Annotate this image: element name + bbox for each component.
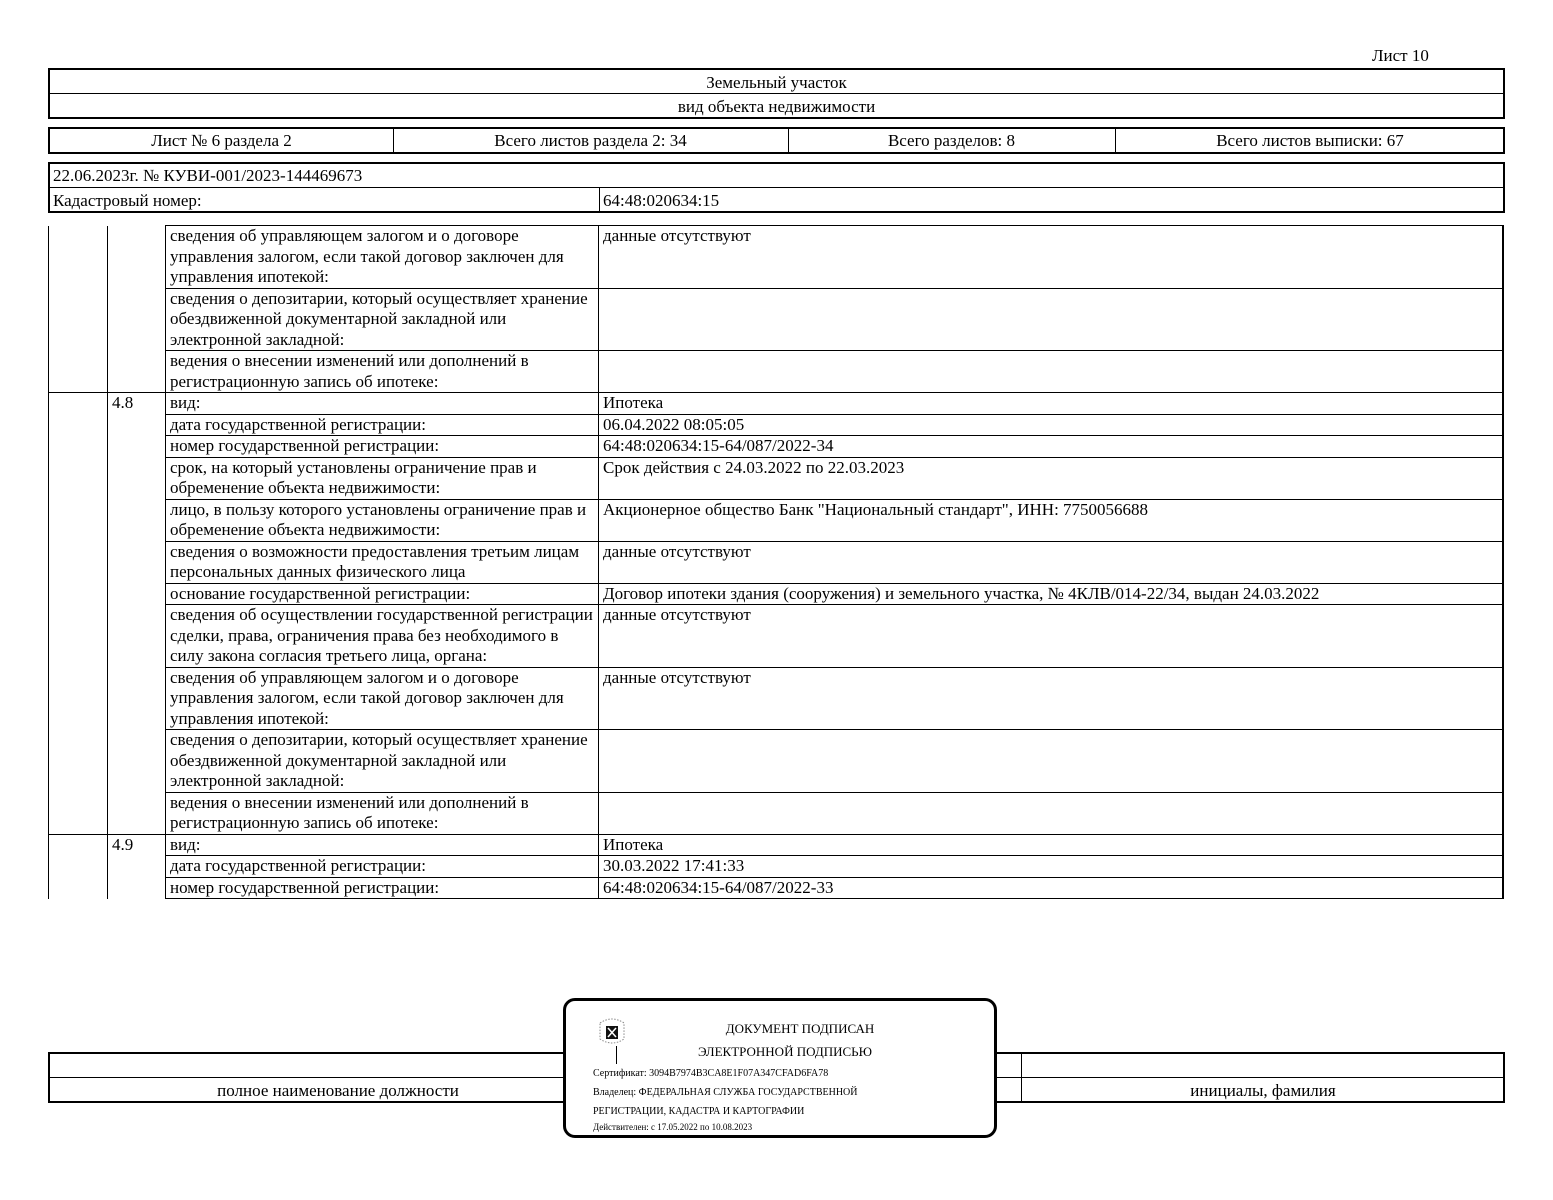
- row-label: номер государственной регистрации:: [166, 877, 599, 899]
- stamp-owner-line2: РЕГИСТРАЦИИ, КАДАСТРА И КАРТОГРАФИИ: [593, 1106, 805, 1117]
- row-number: [108, 499, 166, 541]
- total-extract-sheets: Всего листов выписки: 67: [1216, 131, 1404, 150]
- row-value: 06.04.2022 08:05:05: [599, 414, 1504, 436]
- row-label: сведения о депозитарии, который осуществляет хранение обездвиженной документарной закладной или электронной закладной:: [166, 288, 599, 351]
- total-sections: Всего разделов: 8: [887, 131, 1016, 150]
- row-spacer: [49, 288, 108, 351]
- row-value: 30.03.2022 17:41:33: [599, 856, 1504, 878]
- table-row: [49, 414, 1504, 436]
- row-spacer: [49, 792, 108, 834]
- table-row: [49, 457, 1504, 499]
- cadastral-label: Кадастровый номер:: [53, 191, 202, 210]
- doc-ref-block: [48, 162, 1505, 213]
- object-type: Земельный участок: [706, 73, 847, 92]
- table-row: [49, 226, 1504, 289]
- row-spacer: [49, 856, 108, 878]
- table-row: [49, 541, 1504, 583]
- row-number: 4.9: [108, 834, 166, 856]
- row-number: [108, 226, 166, 289]
- doc-reference: 22.06.2023г. № КУВИ-001/2023-144469673: [53, 166, 363, 185]
- row-value: Срок действия с 24.03.2022 по 22.03.2023: [599, 457, 1504, 499]
- table-row: [49, 730, 1504, 793]
- object-type-caption: вид объекта недвижимости: [677, 97, 876, 116]
- row-value: [599, 351, 1504, 393]
- row-spacer: [49, 730, 108, 793]
- table-row: [49, 877, 1504, 899]
- table-row: [49, 667, 1504, 730]
- row-label: основание государственной регистрации:: [166, 583, 599, 605]
- row-label: вид:: [166, 393, 599, 415]
- row-label: срок, на который установлены ограничение прав и обременение объекта недвижимости:: [166, 457, 599, 499]
- row-value: 64:48:020634:15-64/087/2022-34: [599, 436, 1504, 458]
- row-number: [108, 414, 166, 436]
- row-spacer: [49, 605, 108, 668]
- row-label: сведения о возможности предоставления третьим лицам персональных данных физического лица: [166, 541, 599, 583]
- table-row: [49, 436, 1504, 458]
- e-signature-stamp: [563, 998, 997, 1138]
- row-value: 64:48:020634:15-64/087/2022-33: [599, 877, 1504, 899]
- table-row: [49, 834, 1504, 856]
- row-label: ведения о внесении изменений или дополнений в регистрационную запись об ипотеке:: [166, 792, 599, 834]
- row-label: ведения о внесении изменений или дополнений в регистрационную запись об ипотеке:: [166, 351, 599, 393]
- row-label: дата государственной регистрации:: [166, 414, 599, 436]
- object-type-header: [48, 68, 1505, 119]
- row-label: лицо, в пользу которого установлены ограничение прав и обременение объекта недвижимости:: [166, 499, 599, 541]
- table-row: [49, 351, 1504, 393]
- row-spacer: [49, 667, 108, 730]
- row-value: [599, 730, 1504, 793]
- row-spacer: [49, 877, 108, 899]
- row-label: вид:: [166, 834, 599, 856]
- row-number: [108, 856, 166, 878]
- row-number: [108, 605, 166, 668]
- row-value: данные отсутствуют: [599, 541, 1504, 583]
- row-spacer: [49, 414, 108, 436]
- row-spacer: [49, 393, 108, 415]
- row-number: 4.8: [108, 393, 166, 415]
- encumbrance-table: [48, 225, 1504, 899]
- stamp-line1: ДОКУМЕНТ ПОДПИСАН: [725, 1021, 875, 1036]
- row-spacer: [49, 541, 108, 583]
- name-caption: инициалы, фамилия: [1190, 1081, 1336, 1100]
- row-label: сведения о депозитарии, который осуществляет хранение обездвиженной документарной закладной или электронной закладной:: [166, 730, 599, 793]
- table-row: [49, 605, 1504, 668]
- row-spacer: [49, 583, 108, 605]
- position-caption: полное наименование должности: [217, 1081, 459, 1100]
- row-value: Договор ипотеки здания (сооружения) и земельного участка, № 4КЛВ/014-22/34, выдан 24.03.2022: [599, 583, 1504, 605]
- row-spacer: [49, 351, 108, 393]
- cadastral-number: 64:48:020634:15: [603, 191, 720, 210]
- row-number: [108, 288, 166, 351]
- row-spacer: [49, 457, 108, 499]
- row-value: данные отсутствуют: [599, 226, 1504, 289]
- stamp-certificate: Сертификат: 3094B7974B3CA8E1F07A347CFAD6FA78: [593, 1068, 829, 1079]
- row-label: номер государственной регистрации:: [166, 436, 599, 458]
- table-row: [49, 856, 1504, 878]
- table-row: [49, 393, 1504, 415]
- row-spacer: [49, 436, 108, 458]
- row-value: Ипотека: [599, 834, 1504, 856]
- table-row: [49, 583, 1504, 605]
- row-value: данные отсутствуют: [599, 605, 1504, 668]
- stamp-line2: ЭЛЕКТРОННОЙ ПОДПИСЬЮ: [698, 1044, 872, 1059]
- row-number: [108, 730, 166, 793]
- row-label: сведения об управляющем залогом и о договоре управления залогом, если такой договор заключен для управления ипотекой:: [166, 226, 599, 289]
- row-number: [108, 457, 166, 499]
- row-label: дата государственной регистрации:: [166, 856, 599, 878]
- info-bar: [48, 127, 1505, 154]
- row-label: сведения об осуществлении государственной регистрации сделки, права, ограничения права без необходимого в силу закона согласия третьего лица, органа:: [166, 605, 599, 668]
- stamp-owner-line1: Владелец: ФЕДЕРАЛЬНАЯ СЛУЖБА ГОСУДАРСТВЕННОЙ: [593, 1087, 858, 1098]
- row-value: Акционерное общество Банк "Национальный стандарт", ИНН: 7750056688: [599, 499, 1504, 541]
- row-label: сведения об управляющем залогом и о договоре управления залогом, если такой договор заключен для управления ипотекой:: [166, 667, 599, 730]
- total-section-sheets: Всего листов раздела 2: 34: [494, 131, 687, 150]
- row-number: [108, 541, 166, 583]
- table-row: [49, 499, 1504, 541]
- row-number: [108, 351, 166, 393]
- row-value: [599, 288, 1504, 351]
- stamp-valid: Действителен: с 17.05.2022 по 10.08.2023: [593, 1122, 753, 1132]
- row-spacer: [49, 499, 108, 541]
- row-number: [108, 877, 166, 899]
- row-number: [108, 583, 166, 605]
- row-number: [108, 792, 166, 834]
- row-spacer: [49, 226, 108, 289]
- table-row: [49, 792, 1504, 834]
- row-value: данные отсутствуют: [599, 667, 1504, 730]
- row-spacer: [49, 834, 108, 856]
- sheet-section: Лист № 6 раздела 2: [151, 131, 292, 150]
- row-number: [108, 667, 166, 730]
- row-value: [599, 792, 1504, 834]
- row-number: [108, 436, 166, 458]
- row-value: Ипотека: [599, 393, 1504, 415]
- sheet-number: Лист 10: [1372, 46, 1429, 65]
- table-row: [49, 288, 1504, 351]
